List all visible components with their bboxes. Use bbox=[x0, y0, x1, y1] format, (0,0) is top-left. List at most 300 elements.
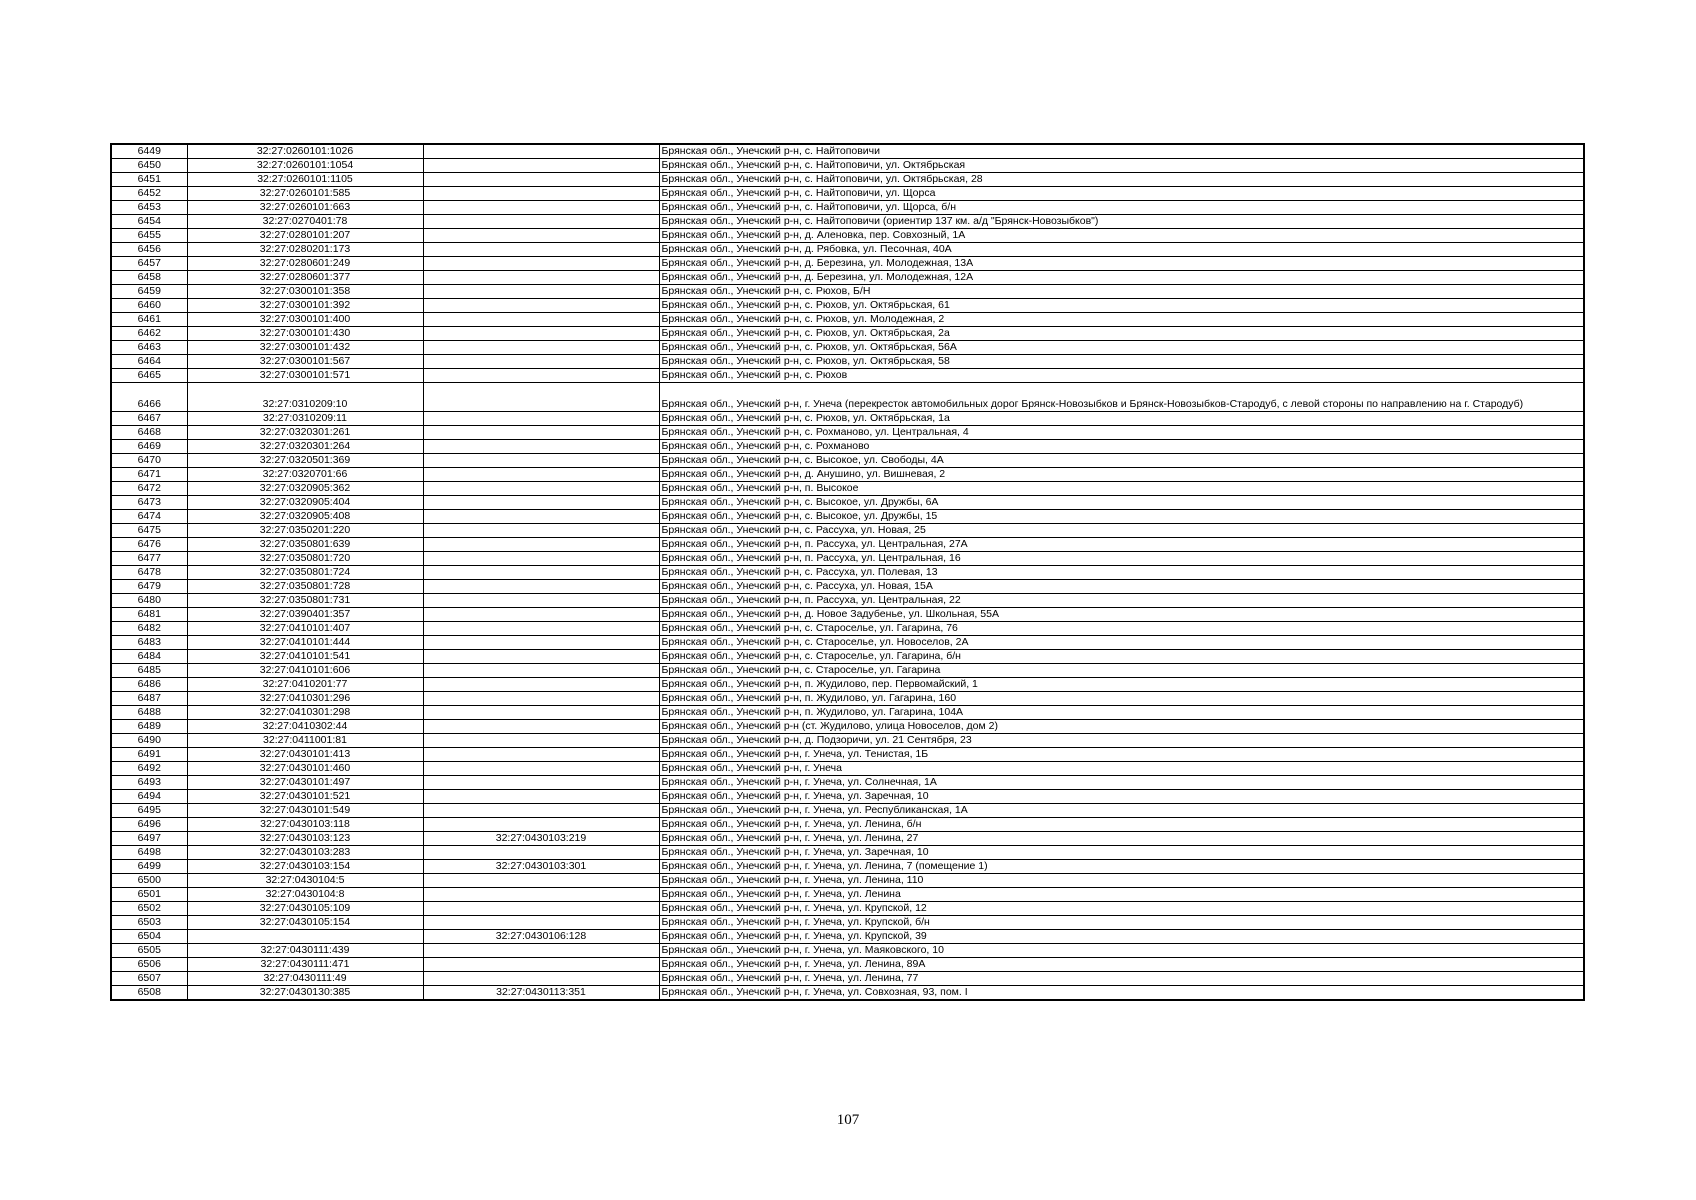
address-cell: Брянская обл., Унечский р-н, с. Рохманово, ул. Центральная, 4 bbox=[659, 426, 1584, 440]
table-row bbox=[111, 355, 1584, 369]
cadastral-number-cell: 32:27:0430101:497 bbox=[187, 776, 423, 790]
related-cadastral-number-cell bbox=[423, 496, 659, 510]
cadastral-number-cell: 32:27:0430101:460 bbox=[187, 762, 423, 776]
related-cadastral-number-cell bbox=[423, 510, 659, 524]
related-cadastral-number-cell bbox=[423, 412, 659, 426]
table-row bbox=[111, 958, 1584, 972]
row-number-cell: 6456 bbox=[111, 243, 187, 257]
related-cadastral-number-cell bbox=[423, 327, 659, 341]
row-number-cell: 6477 bbox=[111, 552, 187, 566]
related-cadastral-number-cell bbox=[423, 902, 659, 916]
cadastral-number-cell: 32:27:0410101:541 bbox=[187, 650, 423, 664]
row-number-cell: 6499 bbox=[111, 860, 187, 874]
row-number-cell: 6451 bbox=[111, 173, 187, 187]
cadastral-number-cell: 32:27:0411001:81 bbox=[187, 734, 423, 748]
related-cadastral-number-cell bbox=[423, 426, 659, 440]
address-cell: Брянская обл., Унечский р-н, г. Унеча, ул. Солнечная, 1А bbox=[659, 776, 1584, 790]
cadastral-number-cell: 32:27:0350801:728 bbox=[187, 580, 423, 594]
table-row bbox=[111, 524, 1584, 538]
address-cell: Брянская обл., Унечский р-н, г. Унеча, ул. Крупской, б/н bbox=[659, 916, 1584, 930]
address-cell: Брянская обл., Унечский р-н, д. Анушино, ул. Вишневая, 2 bbox=[659, 468, 1584, 482]
row-number-cell: 6487 bbox=[111, 692, 187, 706]
related-cadastral-number-cell bbox=[423, 285, 659, 299]
cadastral-number-cell: 32:27:0300101:430 bbox=[187, 327, 423, 341]
cadastral-number-cell: 32:27:0350801:731 bbox=[187, 594, 423, 608]
related-cadastral-number-cell bbox=[423, 650, 659, 664]
address-cell: Брянская обл., Унечский р-н, с. Рассуха, ул. Новая, 15А bbox=[659, 580, 1584, 594]
cadastral-number-cell: 32:27:0430101:549 bbox=[187, 804, 423, 818]
address-cell: Брянская обл., Унечский р-н, с. Рюхов, ул. Октябрьская, 1а bbox=[659, 412, 1584, 426]
cadastral-number-cell: 32:27:0300101:392 bbox=[187, 299, 423, 313]
address-cell: Брянская обл., Унечский р-н, с. Найтоповичи, ул. Щорса bbox=[659, 187, 1584, 201]
address-cell: Брянская обл., Унечский р-н, с. Найтоповичи (ориентир 137 км. а/д "Брянск-Новозыбков") bbox=[659, 215, 1584, 229]
row-number-cell: 6449 bbox=[111, 144, 187, 159]
related-cadastral-number-cell bbox=[423, 972, 659, 986]
cadastral-number-cell: 32:27:0430104:5 bbox=[187, 874, 423, 888]
cadastral-number-cell: 32:27:0410301:298 bbox=[187, 706, 423, 720]
row-number-cell: 6502 bbox=[111, 902, 187, 916]
row-number-cell: 6496 bbox=[111, 818, 187, 832]
table-row bbox=[111, 986, 1584, 1001]
row-number-cell: 6498 bbox=[111, 846, 187, 860]
table-row bbox=[111, 706, 1584, 720]
related-cadastral-number-cell bbox=[423, 369, 659, 383]
address-cell: Брянская обл., Унечский р-н, с. Рюхов, ул. Молодежная, 2 bbox=[659, 313, 1584, 327]
address-cell: Брянская обл., Унечский р-н, с. Рюхов bbox=[659, 369, 1584, 383]
cadastral-number-cell: 32:27:0300101:400 bbox=[187, 313, 423, 327]
address-cell: Брянская обл., Унечский р-н, с. Высокое, ул. Дружбы, 6А bbox=[659, 496, 1584, 510]
cadastral-number-cell: 32:27:0410302:44 bbox=[187, 720, 423, 734]
related-cadastral-number-cell bbox=[423, 243, 659, 257]
row-number-cell: 6458 bbox=[111, 271, 187, 285]
row-number-cell: 6500 bbox=[111, 874, 187, 888]
row-number-cell: 6472 bbox=[111, 482, 187, 496]
row-number-cell: 6492 bbox=[111, 762, 187, 776]
address-cell: Брянская обл., Унечский р-н, г. Унеча, ул. Крупской, 39 bbox=[659, 930, 1584, 944]
address-cell: Брянская обл., Унечский р-н, п. Жудилово, ул. Гагарина, 104А bbox=[659, 706, 1584, 720]
table-row bbox=[111, 201, 1584, 215]
cadastral-number-cell: 32:27:0350801:720 bbox=[187, 552, 423, 566]
address-cell: Брянская обл., Унечский р-н, г. Унеча, ул. Заречная, 10 bbox=[659, 846, 1584, 860]
table-row bbox=[111, 468, 1584, 482]
related-cadastral-number-cell bbox=[423, 201, 659, 215]
cadastral-number-cell: 32:27:0430105:154 bbox=[187, 916, 423, 930]
address-cell: Брянская обл., Унечский р-н, д. Подзоричи, ул. 21 Сентября, 23 bbox=[659, 734, 1584, 748]
row-number-cell: 6505 bbox=[111, 944, 187, 958]
table-row bbox=[111, 944, 1584, 958]
related-cadastral-number-cell bbox=[423, 524, 659, 538]
row-number-cell: 6465 bbox=[111, 369, 187, 383]
table-row bbox=[111, 144, 1584, 159]
row-number-cell: 6495 bbox=[111, 804, 187, 818]
row-number-cell: 6497 bbox=[111, 832, 187, 846]
table-row bbox=[111, 187, 1584, 201]
table-row bbox=[111, 510, 1584, 524]
related-cadastral-number-cell bbox=[423, 916, 659, 930]
address-cell: Брянская обл., Унечский р-н, д. Аленовка, пер. Совхозный, 1А bbox=[659, 229, 1584, 243]
cadastral-number-cell: 32:27:0430111:439 bbox=[187, 944, 423, 958]
related-cadastral-number-cell bbox=[423, 664, 659, 678]
table-row bbox=[111, 636, 1584, 650]
related-cadastral-number-cell bbox=[423, 271, 659, 285]
table-row bbox=[111, 748, 1584, 762]
address-cell: Брянская обл., Унечский р-н, г. Унеча, ул. Тенистая, 1Б bbox=[659, 748, 1584, 762]
row-number-cell: 6483 bbox=[111, 636, 187, 650]
address-cell: Брянская обл., Унечский р-н (ст. Жудилово, улица Новоселов, дом 2) bbox=[659, 720, 1584, 734]
cadastral-number-cell: 32:27:0430105:109 bbox=[187, 902, 423, 916]
cadastral-number-cell: 32:27:0430103:154 bbox=[187, 860, 423, 874]
cadastral-number-cell: 32:27:0410201:77 bbox=[187, 678, 423, 692]
cadastral-number-cell: 32:27:0280601:377 bbox=[187, 271, 423, 285]
table-row bbox=[111, 496, 1584, 510]
row-number-cell: 6489 bbox=[111, 720, 187, 734]
address-cell: Брянская обл., Унечский р-н, с. Старосельe, ул. Новоселов, 2А bbox=[659, 636, 1584, 650]
cadastral-number-cell: 32:27:0430130:385 bbox=[187, 986, 423, 1001]
related-cadastral-number-cell bbox=[423, 888, 659, 902]
cadastral-number-cell: 32:27:0430101:413 bbox=[187, 748, 423, 762]
related-cadastral-number-cell bbox=[423, 440, 659, 454]
row-number-cell: 6459 bbox=[111, 285, 187, 299]
table-row bbox=[111, 215, 1584, 229]
table-row bbox=[111, 538, 1584, 552]
address-cell: Брянская обл., Унечский р-н, д. Березина, ул. Молодежная, 12А bbox=[659, 271, 1584, 285]
table-row bbox=[111, 159, 1584, 173]
table-row bbox=[111, 650, 1584, 664]
related-cadastral-number-cell bbox=[423, 818, 659, 832]
related-cadastral-number-cell bbox=[423, 187, 659, 201]
row-number-cell: 6504 bbox=[111, 930, 187, 944]
row-number-cell: 6501 bbox=[111, 888, 187, 902]
row-number-cell: 6469 bbox=[111, 440, 187, 454]
table-row bbox=[111, 972, 1584, 986]
address-cell: Брянская обл., Унечский р-н, г. Унеча, ул. Республиканская, 1А bbox=[659, 804, 1584, 818]
related-cadastral-number-cell: 32:27:0430103:219 bbox=[423, 832, 659, 846]
cadastral-number-cell: 32:27:0430101:521 bbox=[187, 790, 423, 804]
row-number-cell: 6467 bbox=[111, 412, 187, 426]
table-row bbox=[111, 762, 1584, 776]
row-number-cell: 6503 bbox=[111, 916, 187, 930]
row-number-cell: 6493 bbox=[111, 776, 187, 790]
cadastral-number-cell: 32:27:0260101:663 bbox=[187, 201, 423, 215]
address-cell: Брянская обл., Унечский р-н, д. Новое Задубенье, ул. Школьная, 55А bbox=[659, 608, 1584, 622]
table-row bbox=[111, 341, 1584, 355]
row-number-cell: 6480 bbox=[111, 594, 187, 608]
address-cell: Брянская обл., Унечский р-н, с. Найтоповичи bbox=[659, 144, 1584, 159]
cadastral-number-cell: 32:27:0300101:571 bbox=[187, 369, 423, 383]
related-cadastral-number-cell bbox=[423, 958, 659, 972]
table-row bbox=[111, 482, 1584, 496]
table-row bbox=[111, 327, 1584, 341]
address-cell: Брянская обл., Унечский р-н, г. Унеча, ул. Крупской, 12 bbox=[659, 902, 1584, 916]
row-number-cell: 6486 bbox=[111, 678, 187, 692]
address-cell: Брянская обл., Унечский р-н, с. Рохманово bbox=[659, 440, 1584, 454]
address-cell: Брянская обл., Унечский р-н, с. Рюхов, ул. Октябрьская, 2а bbox=[659, 327, 1584, 341]
address-cell: Брянская обл., Унечский р-н, с. Старосельe, ул. Гагарина, 76 bbox=[659, 622, 1584, 636]
row-number-cell: 6485 bbox=[111, 664, 187, 678]
table-row bbox=[111, 285, 1584, 299]
cadastral-number-cell: 32:27:0320701:66 bbox=[187, 468, 423, 482]
row-number-cell: 6476 bbox=[111, 538, 187, 552]
table-row bbox=[111, 832, 1584, 846]
address-cell: Брянская обл., Унечский р-н, с. Старосельe, ул. Гагарина bbox=[659, 664, 1584, 678]
address-cell: Брянская обл., Унечский р-н, п. Жудилово, ул. Гагарина, 160 bbox=[659, 692, 1584, 706]
related-cadastral-number-cell bbox=[423, 383, 659, 412]
table-row bbox=[111, 818, 1584, 832]
address-cell: Брянская обл., Унечский р-н, г. Унеча, ул. Ленина, б/н bbox=[659, 818, 1584, 832]
related-cadastral-number-cell bbox=[423, 580, 659, 594]
address-cell: Брянская обл., Унечский р-н, п. Высокое bbox=[659, 482, 1584, 496]
cadastral-number-cell: 32:27:0280101:207 bbox=[187, 229, 423, 243]
related-cadastral-number-cell bbox=[423, 608, 659, 622]
related-cadastral-number-cell bbox=[423, 355, 659, 369]
related-cadastral-number-cell bbox=[423, 482, 659, 496]
table-row bbox=[111, 412, 1584, 426]
row-number-cell: 6488 bbox=[111, 706, 187, 720]
table-row bbox=[111, 860, 1584, 874]
table-row bbox=[111, 313, 1584, 327]
related-cadastral-number-cell bbox=[423, 692, 659, 706]
page-number: 107 bbox=[836, 1112, 860, 1128]
row-number-cell: 6452 bbox=[111, 187, 187, 201]
cadastral-number-cell: 32:27:0390401:357 bbox=[187, 608, 423, 622]
table-row bbox=[111, 257, 1584, 271]
cadastral-number-cell: 32:27:0320501:369 bbox=[187, 454, 423, 468]
row-number-cell: 6481 bbox=[111, 608, 187, 622]
row-number-cell: 6461 bbox=[111, 313, 187, 327]
table-row bbox=[111, 734, 1584, 748]
cadastral-number-cell: 32:27:0280201:173 bbox=[187, 243, 423, 257]
cadastral-number-cell: 32:27:0350201:220 bbox=[187, 524, 423, 538]
address-cell: Брянская обл., Унечский р-н, г. Унеча, ул. Ленина bbox=[659, 888, 1584, 902]
related-cadastral-number-cell: 32:27:0430103:301 bbox=[423, 860, 659, 874]
cadastral-number-cell: 32:27:0430103:118 bbox=[187, 818, 423, 832]
row-number-cell: 6464 bbox=[111, 355, 187, 369]
address-cell: Брянская обл., Унечский р-н, г. Унеча bbox=[659, 762, 1584, 776]
property-register-table bbox=[110, 143, 1585, 1001]
related-cadastral-number-cell bbox=[423, 734, 659, 748]
related-cadastral-number-cell bbox=[423, 846, 659, 860]
address-cell: Брянская обл., Унечский р-н, г. Унеча, ул. Маяковского, 10 bbox=[659, 944, 1584, 958]
address-cell: Брянская обл., Унечский р-н, п. Рассуха, ул. Центральная, 16 bbox=[659, 552, 1584, 566]
related-cadastral-number-cell bbox=[423, 257, 659, 271]
row-number-cell: 6462 bbox=[111, 327, 187, 341]
related-cadastral-number-cell bbox=[423, 454, 659, 468]
row-number-cell: 6494 bbox=[111, 790, 187, 804]
cadastral-number-cell: 32:27:0260101:585 bbox=[187, 187, 423, 201]
table-row bbox=[111, 902, 1584, 916]
cadastral-number-cell: 32:27:0430111:471 bbox=[187, 958, 423, 972]
address-cell: Брянская обл., Унечский р-н, с. Высокое, ул. Свободы, 4А bbox=[659, 454, 1584, 468]
cadastral-number-cell: 32:27:0430104:8 bbox=[187, 888, 423, 902]
row-number-cell: 6507 bbox=[111, 972, 187, 986]
cadastral-number-cell: 32:27:0430103:123 bbox=[187, 832, 423, 846]
cadastral-number-cell: 32:27:0300101:567 bbox=[187, 355, 423, 369]
cadastral-number-cell: 32:27:0260101:1105 bbox=[187, 173, 423, 187]
address-cell: Брянская обл., Унечский р-н, г. Унеча, ул. Ленина, 89А bbox=[659, 958, 1584, 972]
cadastral-number-cell: 32:27:0310209:11 bbox=[187, 412, 423, 426]
related-cadastral-number-cell bbox=[423, 636, 659, 650]
cadastral-number-cell: 32:27:0430103:283 bbox=[187, 846, 423, 860]
cadastral-number-cell: 32:27:0270401:78 bbox=[187, 215, 423, 229]
row-number-cell: 6470 bbox=[111, 454, 187, 468]
related-cadastral-number-cell bbox=[423, 144, 659, 159]
table-row bbox=[111, 566, 1584, 580]
row-number-cell: 6491 bbox=[111, 748, 187, 762]
table-row bbox=[111, 594, 1584, 608]
address-cell: Брянская обл., Унечский р-н, г. Унеча, ул. Совхозная, 93, пом. I bbox=[659, 986, 1584, 1001]
cadastral-number-cell: 32:27:0280601:249 bbox=[187, 257, 423, 271]
row-number-cell: 6455 bbox=[111, 229, 187, 243]
table-row bbox=[111, 383, 1584, 412]
related-cadastral-number-cell bbox=[423, 622, 659, 636]
row-number-cell: 6508 bbox=[111, 986, 187, 1001]
related-cadastral-number-cell bbox=[423, 874, 659, 888]
table-row bbox=[111, 678, 1584, 692]
cadastral-number-cell: 32:27:0260101:1054 bbox=[187, 159, 423, 173]
row-number-cell: 6506 bbox=[111, 958, 187, 972]
related-cadastral-number-cell bbox=[423, 159, 659, 173]
table-row bbox=[111, 874, 1584, 888]
related-cadastral-number-cell bbox=[423, 678, 659, 692]
row-number-cell: 6460 bbox=[111, 299, 187, 313]
related-cadastral-number-cell bbox=[423, 173, 659, 187]
cadastral-number-cell: 32:27:0320905:404 bbox=[187, 496, 423, 510]
related-cadastral-number-cell: 32:27:0430113:351 bbox=[423, 986, 659, 1001]
cadastral-number-cell: 32:27:0410101:606 bbox=[187, 664, 423, 678]
related-cadastral-number-cell bbox=[423, 748, 659, 762]
related-cadastral-number-cell bbox=[423, 229, 659, 243]
address-cell: Брянская обл., Унечский р-н, г. Унеча, ул. Заречная, 10 bbox=[659, 790, 1584, 804]
table-row bbox=[111, 888, 1584, 902]
cadastral-number-cell: 32:27:0350801:639 bbox=[187, 538, 423, 552]
table-row bbox=[111, 916, 1584, 930]
address-cell: Брянская обл., Унечский р-н, д. Березина, ул. Молодежная, 13А bbox=[659, 257, 1584, 271]
row-number-cell: 6482 bbox=[111, 622, 187, 636]
row-number-cell: 6474 bbox=[111, 510, 187, 524]
row-number-cell: 6454 bbox=[111, 215, 187, 229]
table-row bbox=[111, 846, 1584, 860]
address-cell: Брянская обл., Унечский р-н, г. Унеча, ул. Ленина, 7 (помещение 1) bbox=[659, 860, 1584, 874]
address-cell: Брянская обл., Унечский р-н, с. Высокое, ул. Дружбы, 15 bbox=[659, 510, 1584, 524]
table-row bbox=[111, 440, 1584, 454]
table-row bbox=[111, 720, 1584, 734]
address-cell: Брянская обл., Унечский р-н, г. Унеча, ул. Ленина, 77 bbox=[659, 972, 1584, 986]
cadastral-number-cell: 32:27:0320301:261 bbox=[187, 426, 423, 440]
related-cadastral-number-cell bbox=[423, 538, 659, 552]
table-row bbox=[111, 173, 1584, 187]
related-cadastral-number-cell bbox=[423, 341, 659, 355]
table-row bbox=[111, 552, 1584, 566]
table-row bbox=[111, 692, 1584, 706]
table-row bbox=[111, 580, 1584, 594]
table-row bbox=[111, 454, 1584, 468]
address-cell: Брянская обл., Унечский р-н, с. Рюхов, ул. Октябрьская, 58 bbox=[659, 355, 1584, 369]
row-number-cell: 6473 bbox=[111, 496, 187, 510]
address-cell: Брянская обл., Унечский р-н, с. Найтоповичи, ул. Октябрьская bbox=[659, 159, 1584, 173]
table-row bbox=[111, 426, 1584, 440]
related-cadastral-number-cell bbox=[423, 299, 659, 313]
cadastral-number-cell: 32:27:0300101:432 bbox=[187, 341, 423, 355]
row-number-cell: 6453 bbox=[111, 201, 187, 215]
related-cadastral-number-cell bbox=[423, 944, 659, 958]
address-cell: Брянская обл., Унечский р-н, с. Рюхов, Б/Н bbox=[659, 285, 1584, 299]
related-cadastral-number-cell bbox=[423, 804, 659, 818]
address-cell: Брянская обл., Унечский р-н, д. Рябовка, ул. Песочная, 40А bbox=[659, 243, 1584, 257]
address-cell: Брянская обл., Унечский р-н, с. Рюхов, ул. Октябрьская, 56А bbox=[659, 341, 1584, 355]
cadastral-number-cell: 32:27:0260101:1026 bbox=[187, 144, 423, 159]
address-cell: Брянская обл., Унечский р-н, с. Найтоповичи, ул. Октябрьская, 28 bbox=[659, 173, 1584, 187]
table-row bbox=[111, 299, 1584, 313]
cadastral-number-cell bbox=[187, 930, 423, 944]
row-number-cell: 6478 bbox=[111, 566, 187, 580]
row-number-cell: 6468 bbox=[111, 426, 187, 440]
address-cell: Брянская обл., Унечский р-н, с. Старосельe, ул. Гагарина, б/н bbox=[659, 650, 1584, 664]
table-row bbox=[111, 804, 1584, 818]
row-number-cell: 6490 bbox=[111, 734, 187, 748]
table-row bbox=[111, 271, 1584, 285]
table-row bbox=[111, 608, 1584, 622]
cadastral-number-cell: 32:27:0410101:407 bbox=[187, 622, 423, 636]
row-number-cell: 6450 bbox=[111, 159, 187, 173]
address-cell: Брянская обл., Унечский р-н, п. Рассуха, ул. Центральная, 22 bbox=[659, 594, 1584, 608]
table-row bbox=[111, 776, 1584, 790]
row-number-cell: 6457 bbox=[111, 257, 187, 271]
table-row bbox=[111, 369, 1584, 383]
cadastral-number-cell: 32:27:0320905:408 bbox=[187, 510, 423, 524]
address-cell: Брянская обл., Унечский р-н, п. Жудилово, пер. Первомайский, 1 bbox=[659, 678, 1584, 692]
row-number-cell: 6471 bbox=[111, 468, 187, 482]
related-cadastral-number-cell bbox=[423, 790, 659, 804]
address-cell: Брянская обл., Унечский р-н, г. Унеча (перекресток автомобильных дорог Брянск-Новозыбков и Брянск-Новозыбков-Стародуб, с левой стороны по направлению на г. Стародуб) bbox=[659, 383, 1584, 412]
address-cell: Брянская обл., Унечский р-н, п. Рассуха, ул. Центральная, 27А bbox=[659, 538, 1584, 552]
related-cadastral-number-cell bbox=[423, 566, 659, 580]
cadastral-number-cell: 32:27:0300101:358 bbox=[187, 285, 423, 299]
related-cadastral-number-cell bbox=[423, 552, 659, 566]
table-row bbox=[111, 930, 1584, 944]
address-cell: Брянская обл., Унечский р-н, с. Рюхов, ул. Октябрьская, 61 bbox=[659, 299, 1584, 313]
table-row bbox=[111, 790, 1584, 804]
related-cadastral-number-cell bbox=[423, 215, 659, 229]
cadastral-number-cell: 32:27:0430111:49 bbox=[187, 972, 423, 986]
address-cell: Брянская обл., Унечский р-н, с. Найтоповичи, ул. Щорса, б/н bbox=[659, 201, 1584, 215]
related-cadastral-number-cell bbox=[423, 776, 659, 790]
address-cell: Брянская обл., Унечский р-н, г. Унеча, ул. Ленина, 27 bbox=[659, 832, 1584, 846]
cadastral-number-cell: 32:27:0320301:264 bbox=[187, 440, 423, 454]
related-cadastral-number-cell bbox=[423, 468, 659, 482]
related-cadastral-number-cell bbox=[423, 594, 659, 608]
row-number-cell: 6479 bbox=[111, 580, 187, 594]
cadastral-number-cell: 32:27:0310209:10 bbox=[187, 383, 423, 412]
cadastral-number-cell: 32:27:0320905:362 bbox=[187, 482, 423, 496]
related-cadastral-number-cell: 32:27:0430106:128 bbox=[423, 930, 659, 944]
cadastral-number-cell: 32:27:0410301:296 bbox=[187, 692, 423, 706]
table-row bbox=[111, 622, 1584, 636]
row-number-cell: 6475 bbox=[111, 524, 187, 538]
register-body bbox=[111, 144, 1584, 1000]
related-cadastral-number-cell bbox=[423, 762, 659, 776]
cadastral-number-cell: 32:27:0350801:724 bbox=[187, 566, 423, 580]
table-row bbox=[111, 229, 1584, 243]
address-cell: Брянская обл., Унечский р-н, с. Рассуха, ул. Полевая, 13 bbox=[659, 566, 1584, 580]
row-number-cell: 6466 bbox=[111, 383, 187, 412]
related-cadastral-number-cell bbox=[423, 313, 659, 327]
row-number-cell: 6484 bbox=[111, 650, 187, 664]
related-cadastral-number-cell bbox=[423, 706, 659, 720]
table-row bbox=[111, 664, 1584, 678]
related-cadastral-number-cell bbox=[423, 720, 659, 734]
address-cell: Брянская обл., Унечский р-н, г. Унеча, ул. Ленина, 110 bbox=[659, 874, 1584, 888]
address-cell: Брянская обл., Унечский р-н, с. Рассуха, ул. Новая, 25 bbox=[659, 524, 1584, 538]
